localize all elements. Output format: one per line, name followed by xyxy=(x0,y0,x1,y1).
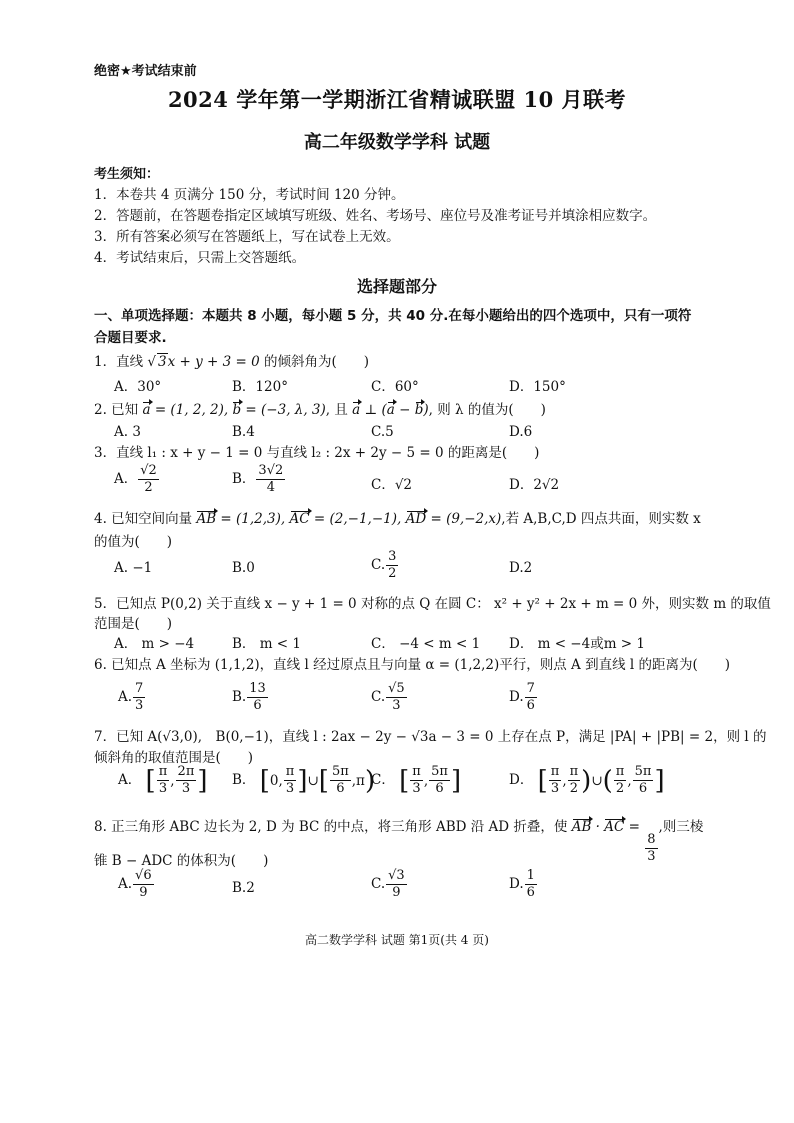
question-7-option-c: C． [ $\frac{\pi}{3}$ , $\frac{5\pi}{6}$ ] xyxy=(371,764,462,796)
question-8-option-b: B.2 xyxy=(232,880,255,896)
question-5-stem-line2: 范围是( ) xyxy=(94,616,173,632)
notice-item: 1．本卷共 4 页满分 150 分，考试时间 120 分钟。 xyxy=(94,187,405,203)
part-heading: 一、单项选择题：本题共 8 小题，每小题 5 分，共 40 分.在每小题给出的四个选项中，只有一项符合题目要求. xyxy=(94,308,692,346)
question-4-option-b: B.0 xyxy=(232,560,255,576)
question-2-option-c: C.5 xyxy=(371,424,394,440)
question-5-option-b: B． m < 1 xyxy=(232,636,301,652)
question-7-stem-line2: 倾斜角的取值范围是( ) xyxy=(94,750,254,766)
question-2-option-b: B.4 xyxy=(232,424,255,440)
question-1-option-b: B．120° xyxy=(232,379,288,395)
question-5-option-a: A． m > −4 xyxy=(114,636,195,652)
question-8-stem-line2: 锥 B − ADC 的体积为( ) xyxy=(94,853,269,869)
question-6-option-c: C. $\frac{√5}{3}$ xyxy=(371,681,405,713)
section-title: 选择题部分 xyxy=(356,277,437,296)
question-8-option-c: C. $\frac{√3}{9}$ xyxy=(371,868,405,900)
question-7-option-d: D． [ $\frac{\pi}{3}$ , $\frac{\pi}{2}$ ) ∪ ( $\frac{\pi}{2}$ , $\frac{5\pi}{6}$ ] xyxy=(509,764,665,796)
question-4-option-d: D.2 xyxy=(509,560,533,576)
question-6-option-a: A. $\frac{7}{3}$ xyxy=(118,681,144,713)
question-7-option-b: B． [ 0, $\frac{\pi}{3}$ ] ∪ [ $\frac{5\pi}{6}$ ,π ) xyxy=(232,764,376,796)
notice-heading: 考生须知： xyxy=(94,167,160,182)
page-footer: 高二数学学科 试题 第1页(共 4 页) xyxy=(305,933,489,947)
notice-item: 2．答题前，在答题卷指定区域填写班级、姓名、考场号、座位号及准考证号并填涂相应数字。 xyxy=(94,208,657,224)
question-1-stem: 1．直线 √ 3x + y + 3 = 0 的倾斜角为( ) xyxy=(94,354,370,370)
notice-item: 4．考试结束后，只需上交答题纸。 xyxy=(94,250,306,266)
question-7-stem: 7．已知 A(√3,0), B(0,−1)，直线 l : 2ax − 2y − √3a − 3 = 0 上存在点 P，满足 |PA| + |PB| = 2，则 l 的 xyxy=(94,729,767,745)
question-1-option-a: A．30° xyxy=(114,379,162,395)
question-4-option-a: A. −1 xyxy=(114,560,153,576)
question-4-stem: 4. 已知空间向量 AB = (1,2,3), AC = (2,−1,−1), AD = (9,−2,x),若 A,B,C,D 四点共面，则实数 x xyxy=(94,511,701,527)
exam-subtitle: 高二年级数学学科 试题 xyxy=(303,132,491,153)
question-2-stem: 2. 已知 a = (1, 2, 2), b = (−3, λ, 3), 且 a ⊥ (a − b), 则 λ 的值为( ) xyxy=(94,402,546,418)
question-7-option-a: A． [ $\frac{\pi}{3}$ , $\frac{2\pi}{3}$ ] xyxy=(118,764,208,796)
question-5-stem: 5．已知点 P(0,2) 关于直线 x − y + 1 = 0 对称的点 Q 在圆 C： x² + y² + 2x + m = 0 外，则实数 m 的取值 xyxy=(94,596,771,612)
question-6-option-b: B. $\frac{13}{6}$ xyxy=(232,681,266,713)
question-4-stem-line2: 的值为( ) xyxy=(94,534,173,550)
question-6-stem: 6. 已知点 A 坐标为 (1,1,2)，直线 l 经过原点且与向量 α = (1,2,2)平行，则点 A 到直线 l 的距离为( ) xyxy=(94,657,731,673)
question-3-option-b: B． $\frac{3√2}{4}$ xyxy=(232,463,284,495)
question-3-stem: 3．直线 l₁ : x + y − 1 = 0 与直线 l₂ : 2x + 2y − 5 = 0 的距离是( ) xyxy=(94,445,540,461)
question-3-option-a: A． $\frac{√2}{2}$ xyxy=(114,463,157,495)
question-1-option-c: C．60° xyxy=(371,379,419,395)
confidential-label: 绝密★考试结束前 xyxy=(94,64,197,79)
question-2-option-a: A. 3 xyxy=(114,424,141,440)
exam-title: 2024 学年第一学期浙江省精诚联盟 10 月联考 xyxy=(167,87,627,112)
question-8-option-d: D. $\frac{1}{6}$ xyxy=(509,868,535,900)
notice-item: 3．所有答案必须写在答题纸上，写在试卷上无效。 xyxy=(94,229,400,245)
question-6-option-d: D. $\frac{7}{6}$ xyxy=(509,681,535,713)
question-5-option-d: D． m < −4或m > 1 xyxy=(509,636,645,652)
question-2-option-d: D.6 xyxy=(509,424,533,440)
question-3-option-c: C．√2 xyxy=(371,477,413,493)
question-8-option-a: A. $\frac{√6}{9}$ xyxy=(118,868,152,900)
question-8-stem: 8. 正三角形 ABC 边长为 2, D 为 BC 的中点，将三角形 ABD 沿 AD 折叠，使 AB · AC = $\frac{8}{3}$ ,则三棱 xyxy=(94,819,704,864)
question-5-option-c: C． −4 < m < 1 xyxy=(371,636,481,652)
question-4-option-c: C. $\frac{3}{2}$ xyxy=(371,549,397,581)
question-1-option-d: D．150° xyxy=(509,379,566,395)
question-3-option-d: D．2√2 xyxy=(509,477,560,493)
